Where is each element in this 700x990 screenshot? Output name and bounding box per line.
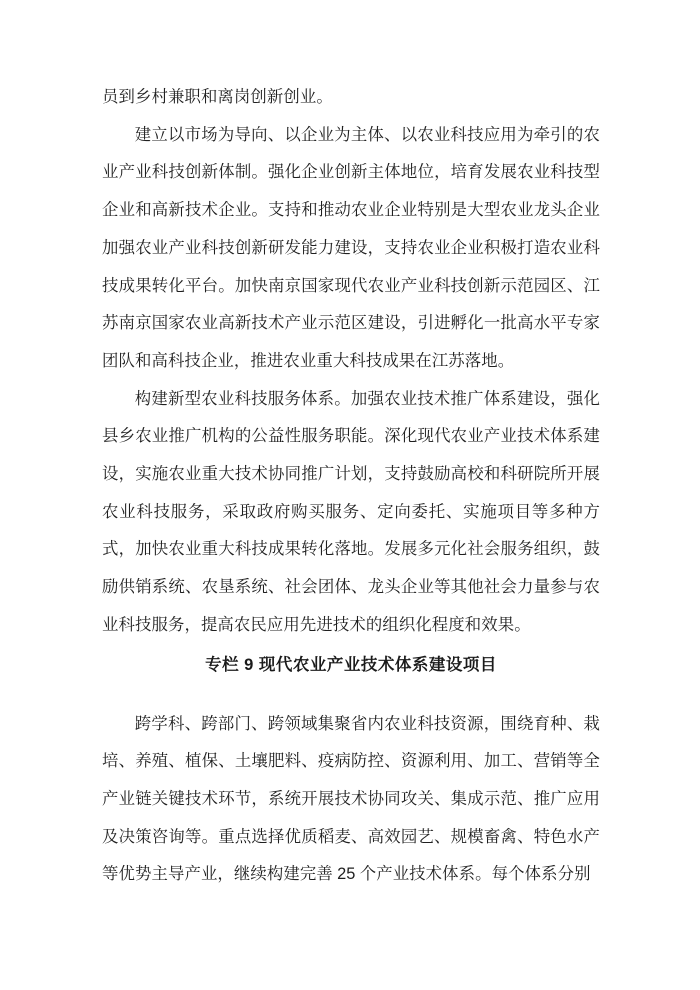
paragraph-continuation: 员到乡村兼职和离岗创新创业。	[102, 87, 333, 106]
paragraph-innovation-system: 建立以市场为导向、以企业为主体、以农业科技应用为牵引的农业产业科技创新体制。强化企业创新主体地位，培育发展农业科技型企业和高新技术企业。支持和推动农业企业特别是大型农业龙头企业加强农业产业科技创新研发能力建设，支持农业企业积极打造农业科技成果转化平台。加快南京国家现代农业产业科技创新示范园区、江苏南京国家农业高新技术产业示范区建设，引进孵化一批高水平专家团队和高科技企业，推进农业重大科技成果在江苏落地。	[102, 124, 600, 370]
paragraph-service-system: 构建新型农业科技服务体系。加强农业技术推广体系建设，强化县乡农业推广机构的公益性服务职能。深化现代农业产业技术体系建设，实施农业重大技术协同推广计划，支持鼓励高校和科研院所开展农业科技服务，采取政府购买服务、定向委托、实施项目等多种方式，加快农业重大科技成果转化落地。发展多元化社会服务组织，鼓励供销系统、农垦系统、社会团体、龙头企业等其他社会力量参与农业科技服务，提高农民应用先进技术的组织化程度和效果。	[102, 388, 600, 634]
paragraph-box-body	[102, 705, 600, 895]
box-body-text-before-number: 跨学科、跨部门、跨领域集聚省内农业科技资源，围绕育种、栽培、养殖、植保、土壤肥料、疫病防控、资源利用、加工、营销等全产业链关键技术环节，系统开展技术协同攻关、集成示范、推广应用及决策咨询等。重点选择优质稻麦、高效园艺、规模畜禽、特色水产等优势主导产业，继续构建完善	[102, 713, 600, 884]
box-body-text-after-number: 个产业技术体系。每个体系分别	[355, 864, 591, 884]
box-body-number: 25	[337, 865, 356, 884]
box-heading: 专栏 9 现代农业产业技术体系建设项目	[205, 655, 497, 674]
text-block	[102, 78, 600, 894]
